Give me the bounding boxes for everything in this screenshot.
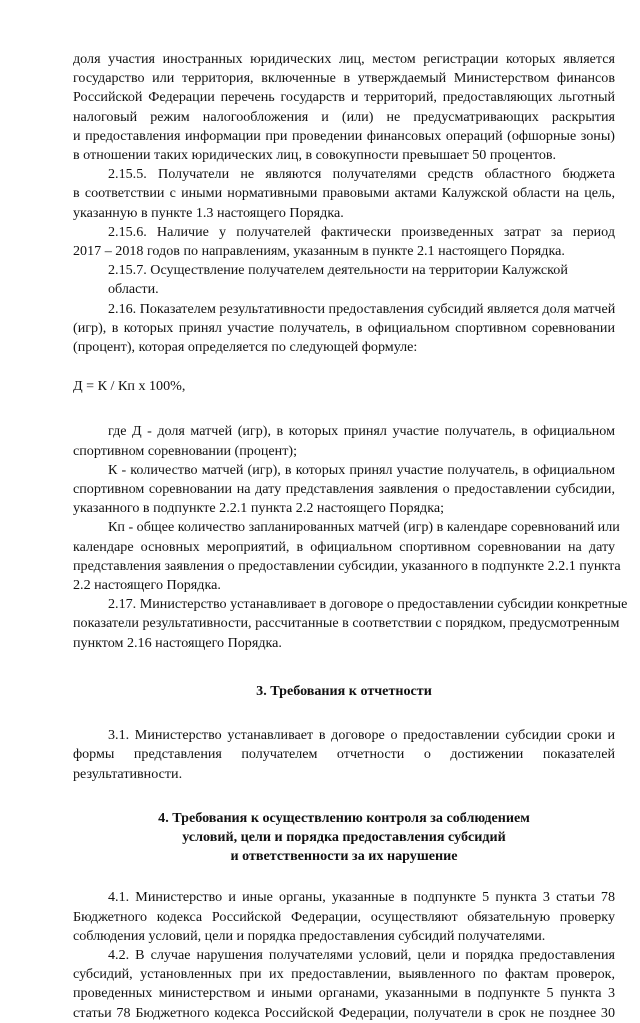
paragraph-2-15-5 [73, 165, 615, 223]
formula [73, 377, 615, 396]
text-line: указанную в пункте 1.3 настоящего Порядка. [73, 204, 344, 221]
text-line: 2.15.6. Наличие у получателей фактически произведенных затрат за период [108, 223, 615, 240]
paragraph-intro [73, 50, 615, 165]
text-line: указанного в подпункте 2.2.1 пункта 2.2 настоящего Порядка; [73, 500, 445, 517]
text-line: и предоставления информации при проведении финансовых операций (офшорные зоны) [73, 127, 615, 144]
text-line: налоговый режим налогообложения и (или) не предусматривающих раскрытия [73, 108, 615, 125]
text-line: спортивном соревновании на дату представления заявления о предоставлении субсидии, [73, 481, 615, 498]
text-line: статьи 78 Бюджетного кодекса Российской Федерации, получатели в срок не позднее 30 [73, 1004, 615, 1021]
heading-line: и ответственности за их нарушение [230, 848, 458, 865]
section-heading-3: 3. Требования к отчетности [256, 682, 432, 699]
text-line: доля участия иностранных юридических лиц, местом регистрации которых является [73, 51, 615, 67]
text-line: 2.17. Министерство устанавливает в договоре о предоставлении субсидии конкретные [108, 596, 628, 613]
paragraph-3-1 [73, 726, 615, 784]
text-line: где Д - доля матчей (игр), в которых принял участие получатель, в официальном [108, 423, 615, 440]
section-heading-4 [73, 809, 615, 867]
text-line: К - количество матчей (игр), в которых принял участие получатель, в официальном [108, 461, 615, 478]
definition-k [73, 461, 615, 519]
text-line: проведенных министерством и иными органами, указанными в подпункте 5 пункта 3 [73, 985, 615, 1002]
heading-line: 4. Требования к осуществлению контроля за соблюдением [158, 809, 530, 826]
text-line: 2017 – 2018 годов по направлениям, указанным в пункте 2.1 настоящего Порядка. [73, 243, 565, 260]
paragraph-2-17 [73, 595, 628, 653]
text-line: показатели результативности, рассчитанные в соответствии с порядком, предусмотренным [73, 615, 620, 632]
paragraph-4-2 [73, 946, 615, 1023]
text-line: в соответствии с иными нормативными правовыми актами Калужской области на цель, [73, 185, 615, 202]
text-line: соблюдения условий, цели и порядка предоставления субсидий получателями. [73, 927, 546, 944]
paragraph-2-15-6 [73, 223, 615, 261]
text-line: в отношении таких юридических лиц, в совокупности превышает 50 процентов. [73, 147, 557, 164]
definition-kp [73, 518, 621, 595]
text-line: представления заявления о предоставлении субсидии, указанного в подпункте 2.2.1 пункта [73, 557, 621, 574]
text-line: формы представления получателем отчетности о достижении показателей [73, 746, 615, 763]
text-line: 2.16. Показателем результативности предоставления субсидий является доля матчей [108, 300, 616, 317]
paragraph-2-15-7 [73, 261, 615, 299]
text-line: 4.1. Министерство и иные органы, указанные в подпункте 5 пункта 3 статьи 78 [108, 889, 615, 906]
formula-text: Д = К / Кп х 100%, [73, 378, 186, 395]
definition-d [73, 422, 615, 460]
text-line: 2.15.5. Получатели не являются получателями средств областного бюджета [108, 166, 615, 183]
text-line: 2.2 настоящего Порядка. [73, 577, 221, 594]
heading-line: условий, цели и порядка предоставления субсидий [182, 828, 506, 845]
text-line: пунктом 2.16 настоящего Порядка. [73, 634, 282, 651]
paragraph-2-16 [73, 300, 615, 358]
text-line: календаре основных мероприятий, в официальном спортивном соревновании на дату [73, 538, 615, 555]
text-line: государство или территория, включенные в утверждаемый Министерством финансов [73, 70, 615, 87]
paragraph-4-1 [73, 888, 615, 946]
text-line: спортивном соревновании (процент); [73, 442, 297, 459]
text-line: 2.15.7. Осуществление получателем деятельности на территории Калужской области. [108, 262, 568, 298]
text-line: (процент), которая определяется по следующей формуле: [73, 339, 418, 356]
text-line: Бюджетного кодекса Российской Федерации, осуществляют обязательную проверку [73, 908, 615, 925]
text-line: результативности. [73, 765, 183, 782]
text-line: 4.2. В случае нарушения получателями условий, цели и порядка предоставления [108, 946, 615, 963]
text-line: субсидий, установленных при их предоставлении, выявленного по фактам проверок, [73, 966, 615, 983]
text-line: 3.1. Министерство устанавливает в договоре о предоставлении субсидии сроки и [108, 727, 615, 744]
text-line: Кп - общее количество запланированных матчей (игр) в календаре соревнований или [108, 519, 620, 536]
document-page [73, 50, 628, 1023]
text-line: (игр), в которых принял участие получатель, в официальном спортивном соревновании [73, 319, 615, 336]
text-line: Российской Федерации перечень государств и территорий, предоставляющих льготный [73, 89, 615, 106]
